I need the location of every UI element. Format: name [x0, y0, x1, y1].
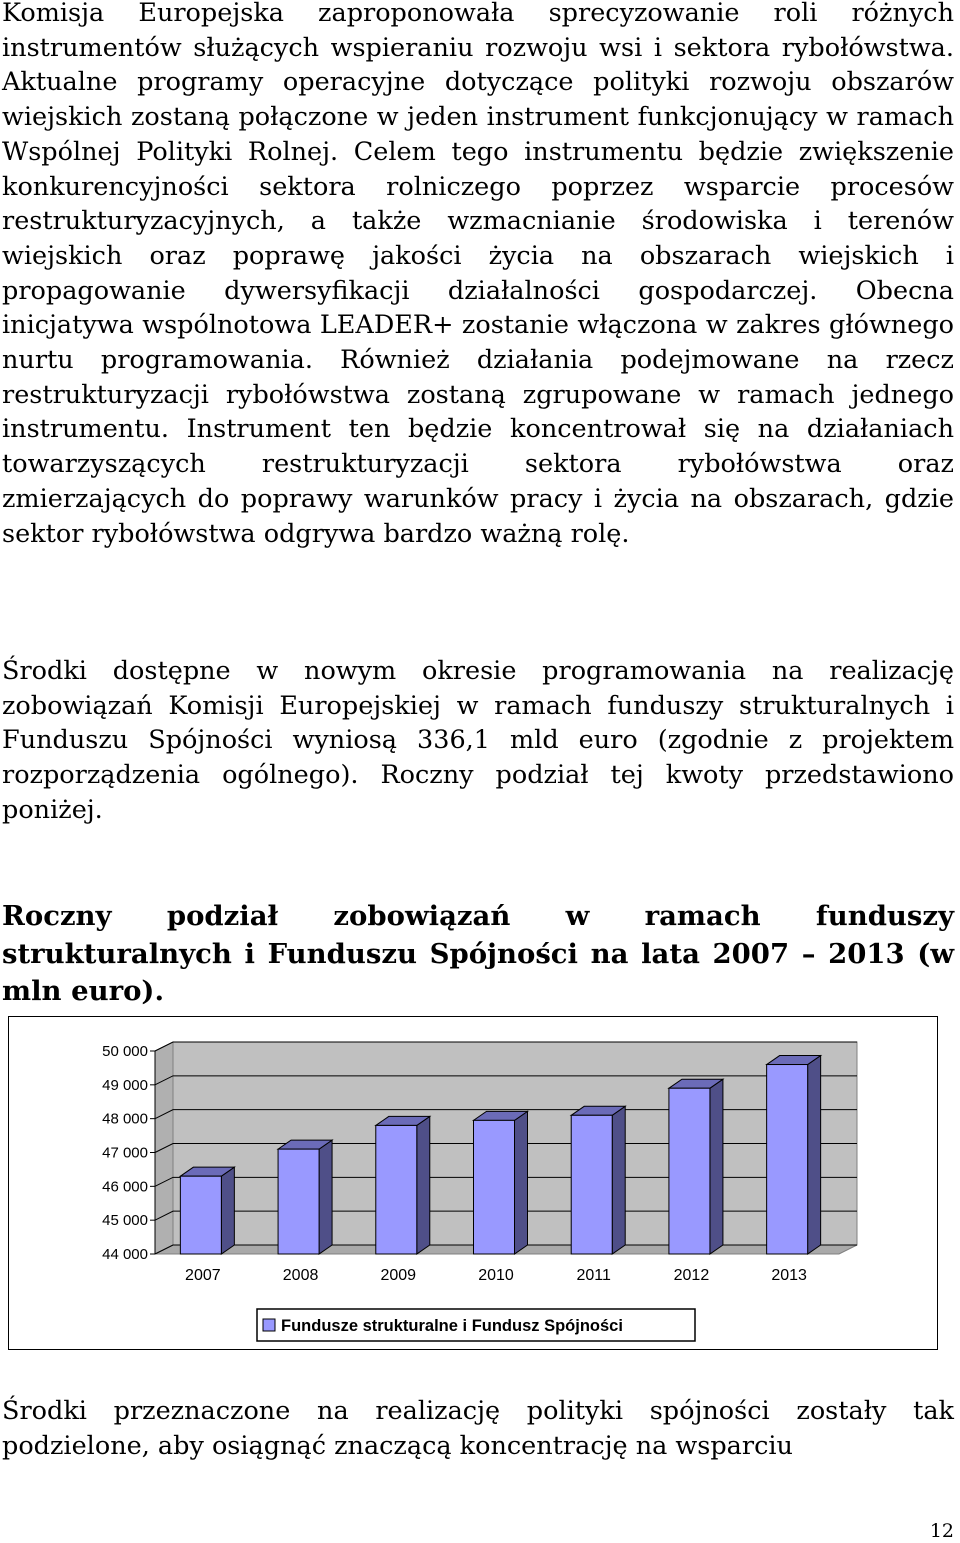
bar-side	[319, 1140, 332, 1254]
bar	[278, 1149, 319, 1254]
y-tick-label: 44 000	[102, 1246, 148, 1263]
y-tick-label: 49 000	[102, 1076, 148, 1094]
y-tick-label: 50 000	[102, 1043, 148, 1060]
bar-side	[612, 1106, 625, 1254]
y-tick-label: 48 000	[102, 1110, 148, 1128]
bar	[571, 1115, 612, 1254]
y-tick-label: 45 000	[102, 1212, 148, 1230]
body-paragraph-3: Środki przeznaczone na realizację polityki spójności zostały tak podzielone, aby osiągnąć znaczącą koncentrację na wsparciu	[2, 1396, 954, 1461]
bar-side	[710, 1079, 723, 1254]
x-tick-label: 2008	[282, 1267, 319, 1284]
y-tick-label: 47 000	[102, 1144, 148, 1162]
bar	[767, 1065, 808, 1254]
body-paragraph-2: Środki dostępne w nowym okresie programowania na realizację zobowiązań Komisji Europejskiej w ramach funduszy strukturalnych i Funduszu Spójności wyniosą 336,1 mld euro (zgodnie z projektem rozporządzenia ogólnego). Roczny podział tej kwoty przedstawiono poniżej.	[2, 656, 954, 825]
bar-chart	[9, 1017, 937, 1349]
chart-heading: Roczny podział zobowiązań w ramach funduszy strukturalnych i Funduszu Spójności na lata 2007 – 2013 (w mln euro).	[2, 900, 954, 1007]
legend-label: Fundusze strukturalne i Fundusz Spójności	[281, 1317, 623, 1335]
bar-side	[417, 1116, 430, 1254]
x-tick-label: 2013	[771, 1267, 807, 1284]
bar-side	[221, 1167, 234, 1254]
bar-side	[515, 1111, 528, 1254]
x-tick-label: 2011	[576, 1267, 611, 1284]
x-tick-label: 2010	[478, 1267, 514, 1284]
body-paragraph-1: Komisja Europejska zaproponowała sprecyzowanie roli różnych instrumentów służących wspieraniu rozwoju wsi i sektora rybołówstwa. Aktualne programy operacyjne dotyczące polityki rozwoju obszarów wiejskich zostaną połączone w jeden instrument funkcjonujący w ramach Wspólnej Polityki Rolnej. Celem tego instrumentu będzie zwiększenie konkurencyjności sektora rolniczego poprzez wsparcie procesów restrukturyzacyjnych, a także wzmacnianie środowiska i terenów wiejskich oraz poprawę jakości życia na obszarach wiejskich i propagowanie dywersyfikacji działalności gospodarczej. Obecna inicjatywa wspólnotowa LEADER+ zostanie włączona w zakres głównego nurtu programowania. Również działania podejmowane na rzecz restrukturyzacji rybołówstwa zostaną zgrupowane w ramach jednego instrumentu. Instrument ten będzie koncentrował się na działaniach towarzyszących restrukturyzacji sektora rybołówstwa oraz zmierzających do poprawy warunków pracy i życia na obszarach, gdzie sektor rybołówstwa odgrywa bardzo ważną rolę.	[2, 0, 954, 549]
bar	[180, 1176, 221, 1254]
bar-side	[808, 1056, 821, 1254]
bar	[669, 1088, 710, 1254]
page-number: 12	[929, 1520, 954, 1542]
x-tick-label: 2007	[185, 1267, 221, 1284]
legend-swatch	[263, 1319, 275, 1331]
y-tick-label: 46 000	[102, 1178, 148, 1196]
x-tick-label: 2009	[380, 1267, 417, 1284]
bar	[376, 1125, 417, 1254]
x-tick-label: 2012	[673, 1267, 710, 1284]
chart-frame	[8, 1016, 938, 1350]
bar	[474, 1120, 515, 1254]
